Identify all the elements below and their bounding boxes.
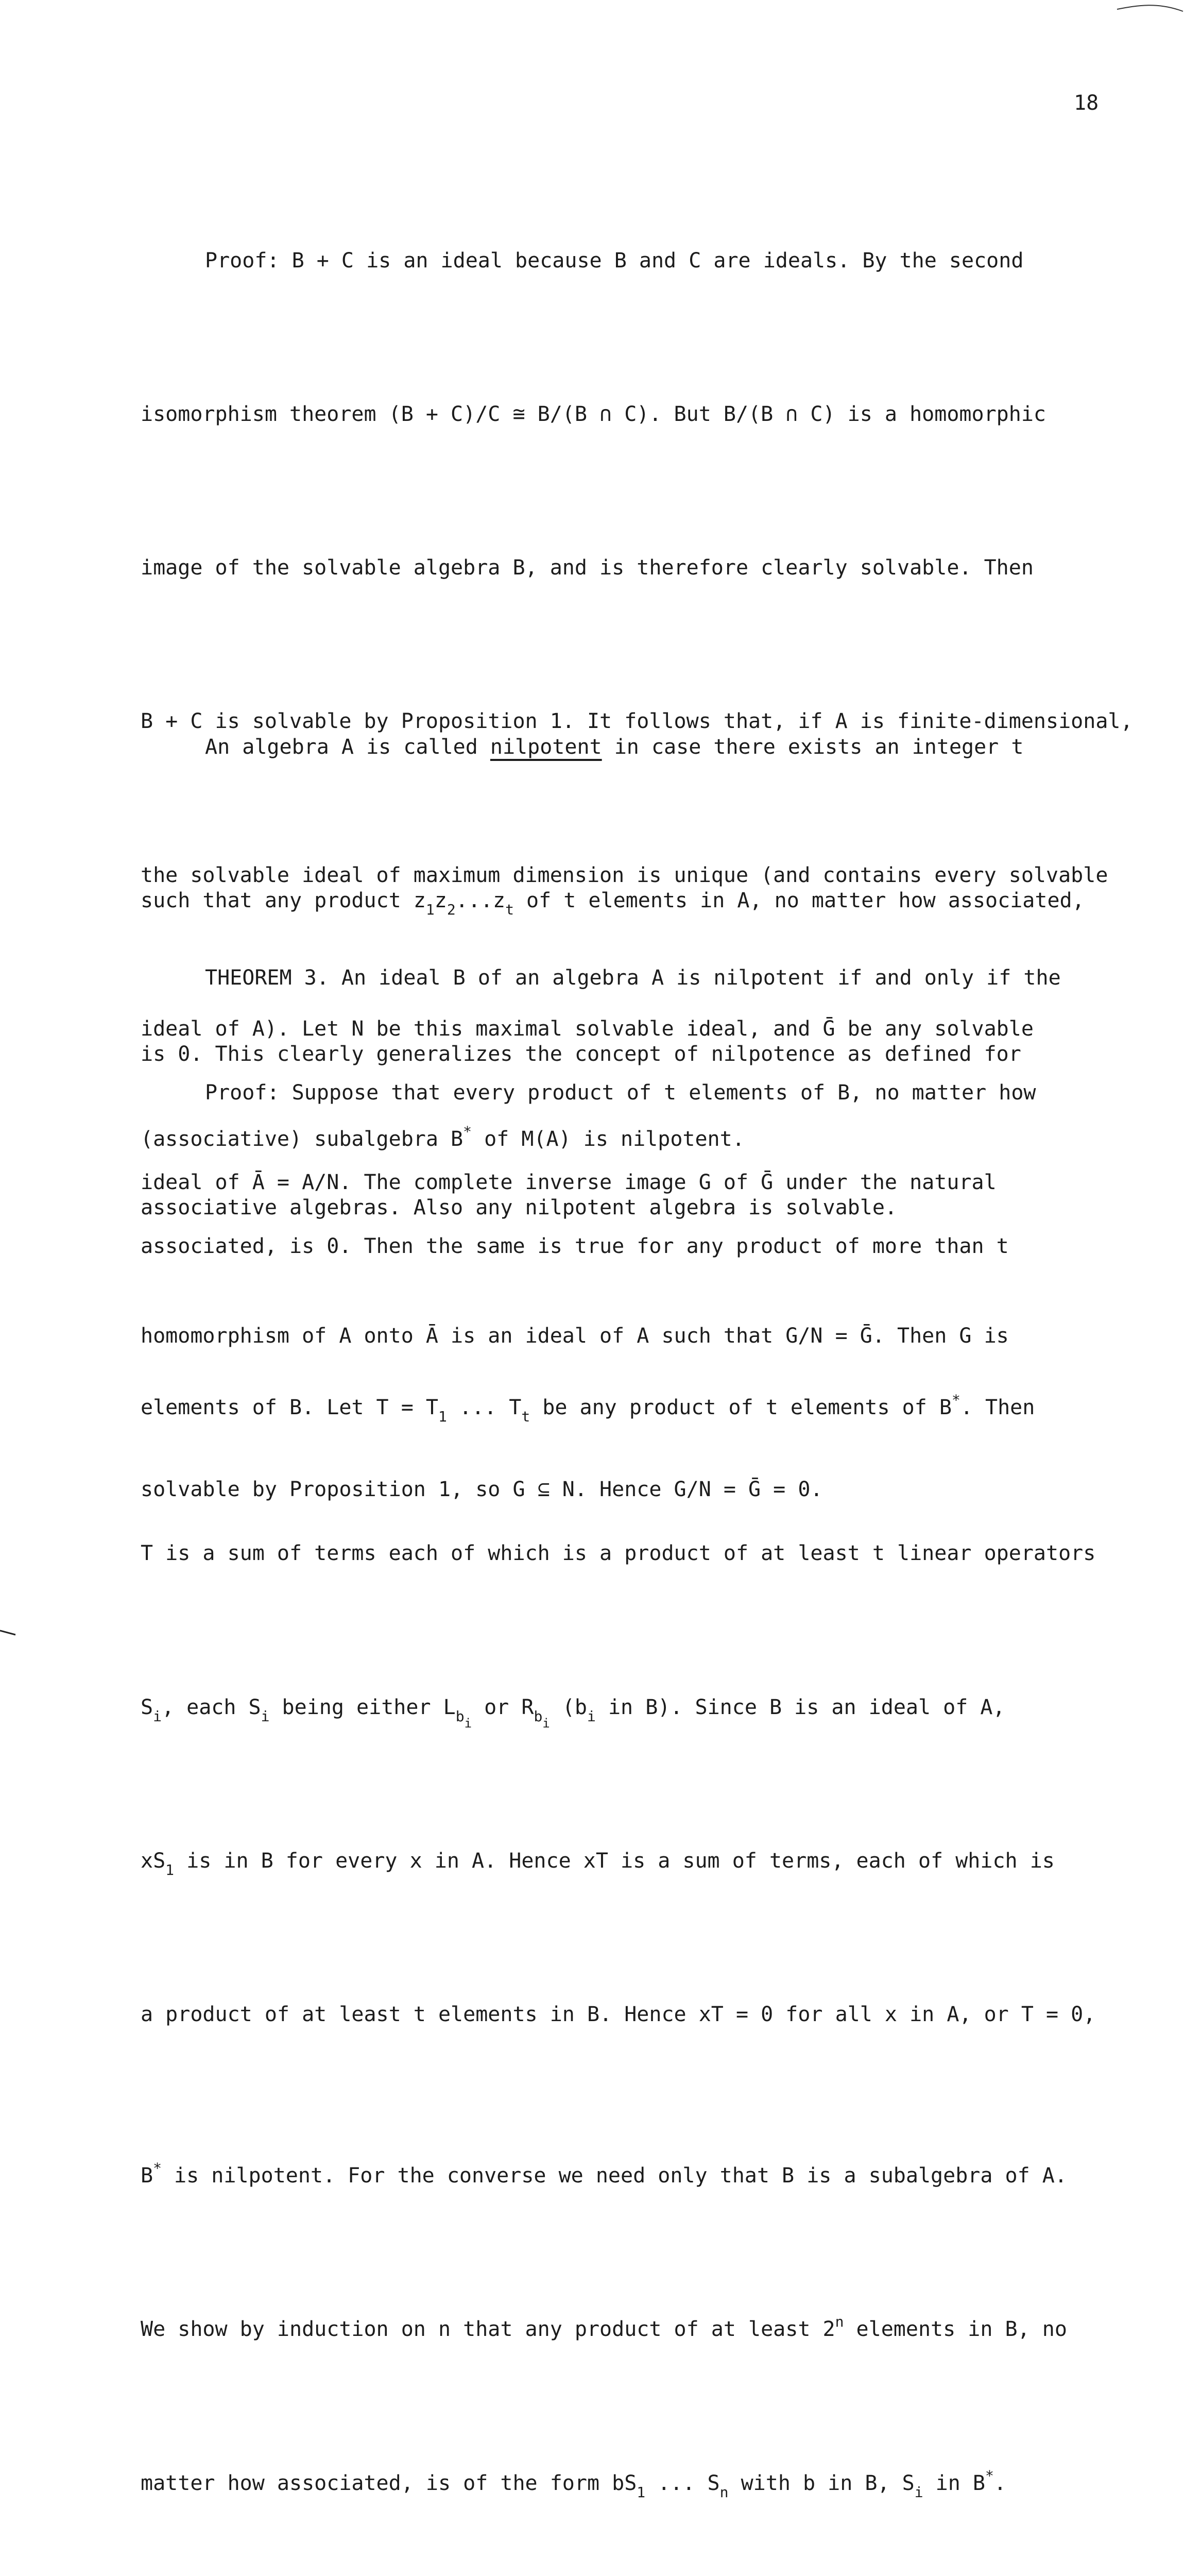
subscript: i	[464, 1716, 472, 1731]
text-span: .	[993, 2471, 1006, 2495]
text-span: B	[141, 2164, 153, 2188]
theorem-label: THEOREM	[205, 965, 292, 990]
text-span: in case there exists an integer t	[602, 735, 1024, 759]
text-line	[141, 1836, 1150, 1887]
superscript: *	[153, 2160, 162, 2177]
text-span: (associative) subalgebra B	[141, 1127, 464, 1151]
subscript: t	[521, 1408, 530, 1426]
text-line: is 0. This clearly generalizes the concept of nilpotence as defined for	[141, 1042, 1021, 1066]
text-span: being either L	[269, 1695, 456, 1719]
text-span: in B). Since B is an ideal of A,	[595, 1695, 1005, 1719]
text-span: We show by induction on n that any product of at least 2	[141, 2317, 835, 2342]
math-dots: ...	[455, 889, 493, 913]
subscript: n	[719, 2483, 729, 2501]
math-var: z	[434, 889, 447, 913]
superscript: *	[985, 2467, 994, 2484]
math-var: z	[413, 889, 426, 913]
text-span: ... T	[447, 1396, 522, 1420]
subscript: 1	[425, 901, 435, 919]
text-span: such that any product	[141, 889, 414, 913]
text-span: in B	[923, 2471, 986, 2495]
text-span: xS	[141, 1849, 166, 1873]
text-line: image of the solvable algebra B, and is therefore clearly solvable. Then	[141, 556, 1034, 580]
text-span: matter how associated, is of the form bS	[141, 2471, 637, 2495]
text-line	[141, 722, 1150, 773]
math-var: z	[492, 889, 506, 913]
text-span: is in B for every x in A. Hence xT is a sum of terms, each of which is	[174, 1849, 1055, 1873]
text-line: Proof: Suppose that every product of t elements of B, no matter how	[205, 1080, 1036, 1105]
text-span: elements of B. Let T = T	[141, 1396, 438, 1420]
subscript: i	[542, 1716, 550, 1731]
text-span: or R	[472, 1695, 534, 1719]
superscript: n	[835, 2313, 844, 2331]
text-line: a product of at least t elements in B. Hence xT = 0 for all x in A, or T = 0,	[141, 2003, 1096, 2027]
theorem-number: 3.	[291, 965, 329, 990]
proof-paragraph-2	[141, 965, 1150, 2576]
superscript: *	[463, 1123, 472, 1141]
subscript: t	[505, 901, 514, 919]
text-line: associated, is 0. Then the same is true for any product of more than t	[141, 1234, 1009, 1259]
text-span: An algebra A is called	[205, 735, 490, 759]
subscript: 1	[637, 2483, 646, 2501]
text-line	[141, 1375, 1150, 1426]
text-span: elements in B, no	[844, 2317, 1067, 2342]
text-span: ... S	[645, 2471, 720, 2495]
text-line	[141, 1682, 1150, 1733]
text-line: B + C is solvable by Proposition 1. It follows that, if A is finite-dimensional,	[141, 709, 1133, 734]
subscript: 1	[438, 1408, 447, 1426]
text-line: ideal of Ā = A/N. The complete inverse image G of Ḡ under the natural	[141, 1171, 997, 1195]
subscript: b	[534, 1707, 543, 1725]
subscript: i	[153, 1707, 162, 1725]
superscript: *	[951, 1392, 960, 1409]
subscript: i	[914, 2483, 923, 2501]
text-line: associative algebras. Also any nilpotent algebra is solvable.	[141, 1196, 898, 1220]
text-line: T is a sum of terms each of which is a product of at least t linear operators	[141, 1541, 1096, 1566]
text-line: Proof: B + C is an ideal because B and C are ideals. By the second	[205, 248, 1024, 273]
subscript: i	[261, 1707, 270, 1725]
subscript: b	[455, 1707, 465, 1725]
text-line: solvable by Proposition 1, so G ⊆ N. Hence G/N = Ḡ = 0.	[141, 1478, 823, 1502]
text-span: S	[141, 1695, 153, 1719]
page-number: 18	[1074, 91, 1099, 115]
text-span: . Then	[960, 1396, 1035, 1420]
text-span: with b in B, S	[728, 2471, 915, 2495]
text-line: isomorphism theorem (B + C)/C ≅ B/(B ∩ C). But B/(B ∩ C) is a homomorphic	[141, 402, 1046, 427]
text-line: the solvable ideal of maximum dimension is unique (and contains every solvable	[141, 863, 1108, 887]
text-span: of M(A) is nilpotent.	[472, 1127, 745, 1151]
text-span: An ideal B of an algebra A is nilpotent if and only if the	[329, 965, 1061, 990]
subscript: i	[587, 1707, 596, 1725]
defined-term: nilpotent	[490, 735, 602, 759]
text-line: homomorphism of A onto Ā is an ideal of A such that G/N = Ḡ. Then G is	[141, 1324, 1009, 1348]
text-span: , each S	[161, 1695, 261, 1719]
text-line	[141, 2143, 1150, 2194]
subscript: 1	[165, 1861, 175, 1878]
text-span: be any product of t elements of B	[530, 1396, 952, 1420]
text-span: of t elements in A, no matter how associated,	[513, 889, 1085, 913]
text-line	[141, 2296, 1150, 2347]
text-span: (b	[550, 1695, 587, 1719]
scan-edge-mark-bottom	[0, 1628, 21, 1638]
subscript: 2	[447, 901, 456, 919]
text-span: is nilpotent. For the converse we need only that B is a subalgebra of A.	[161, 2164, 1067, 2188]
text-line	[141, 2450, 1150, 2501]
scan-edge-mark	[1112, 0, 1184, 15]
text-line: ideal of A). Let N be this maximal solvable ideal, and Ḡ be any solvable	[141, 1016, 1034, 1041]
